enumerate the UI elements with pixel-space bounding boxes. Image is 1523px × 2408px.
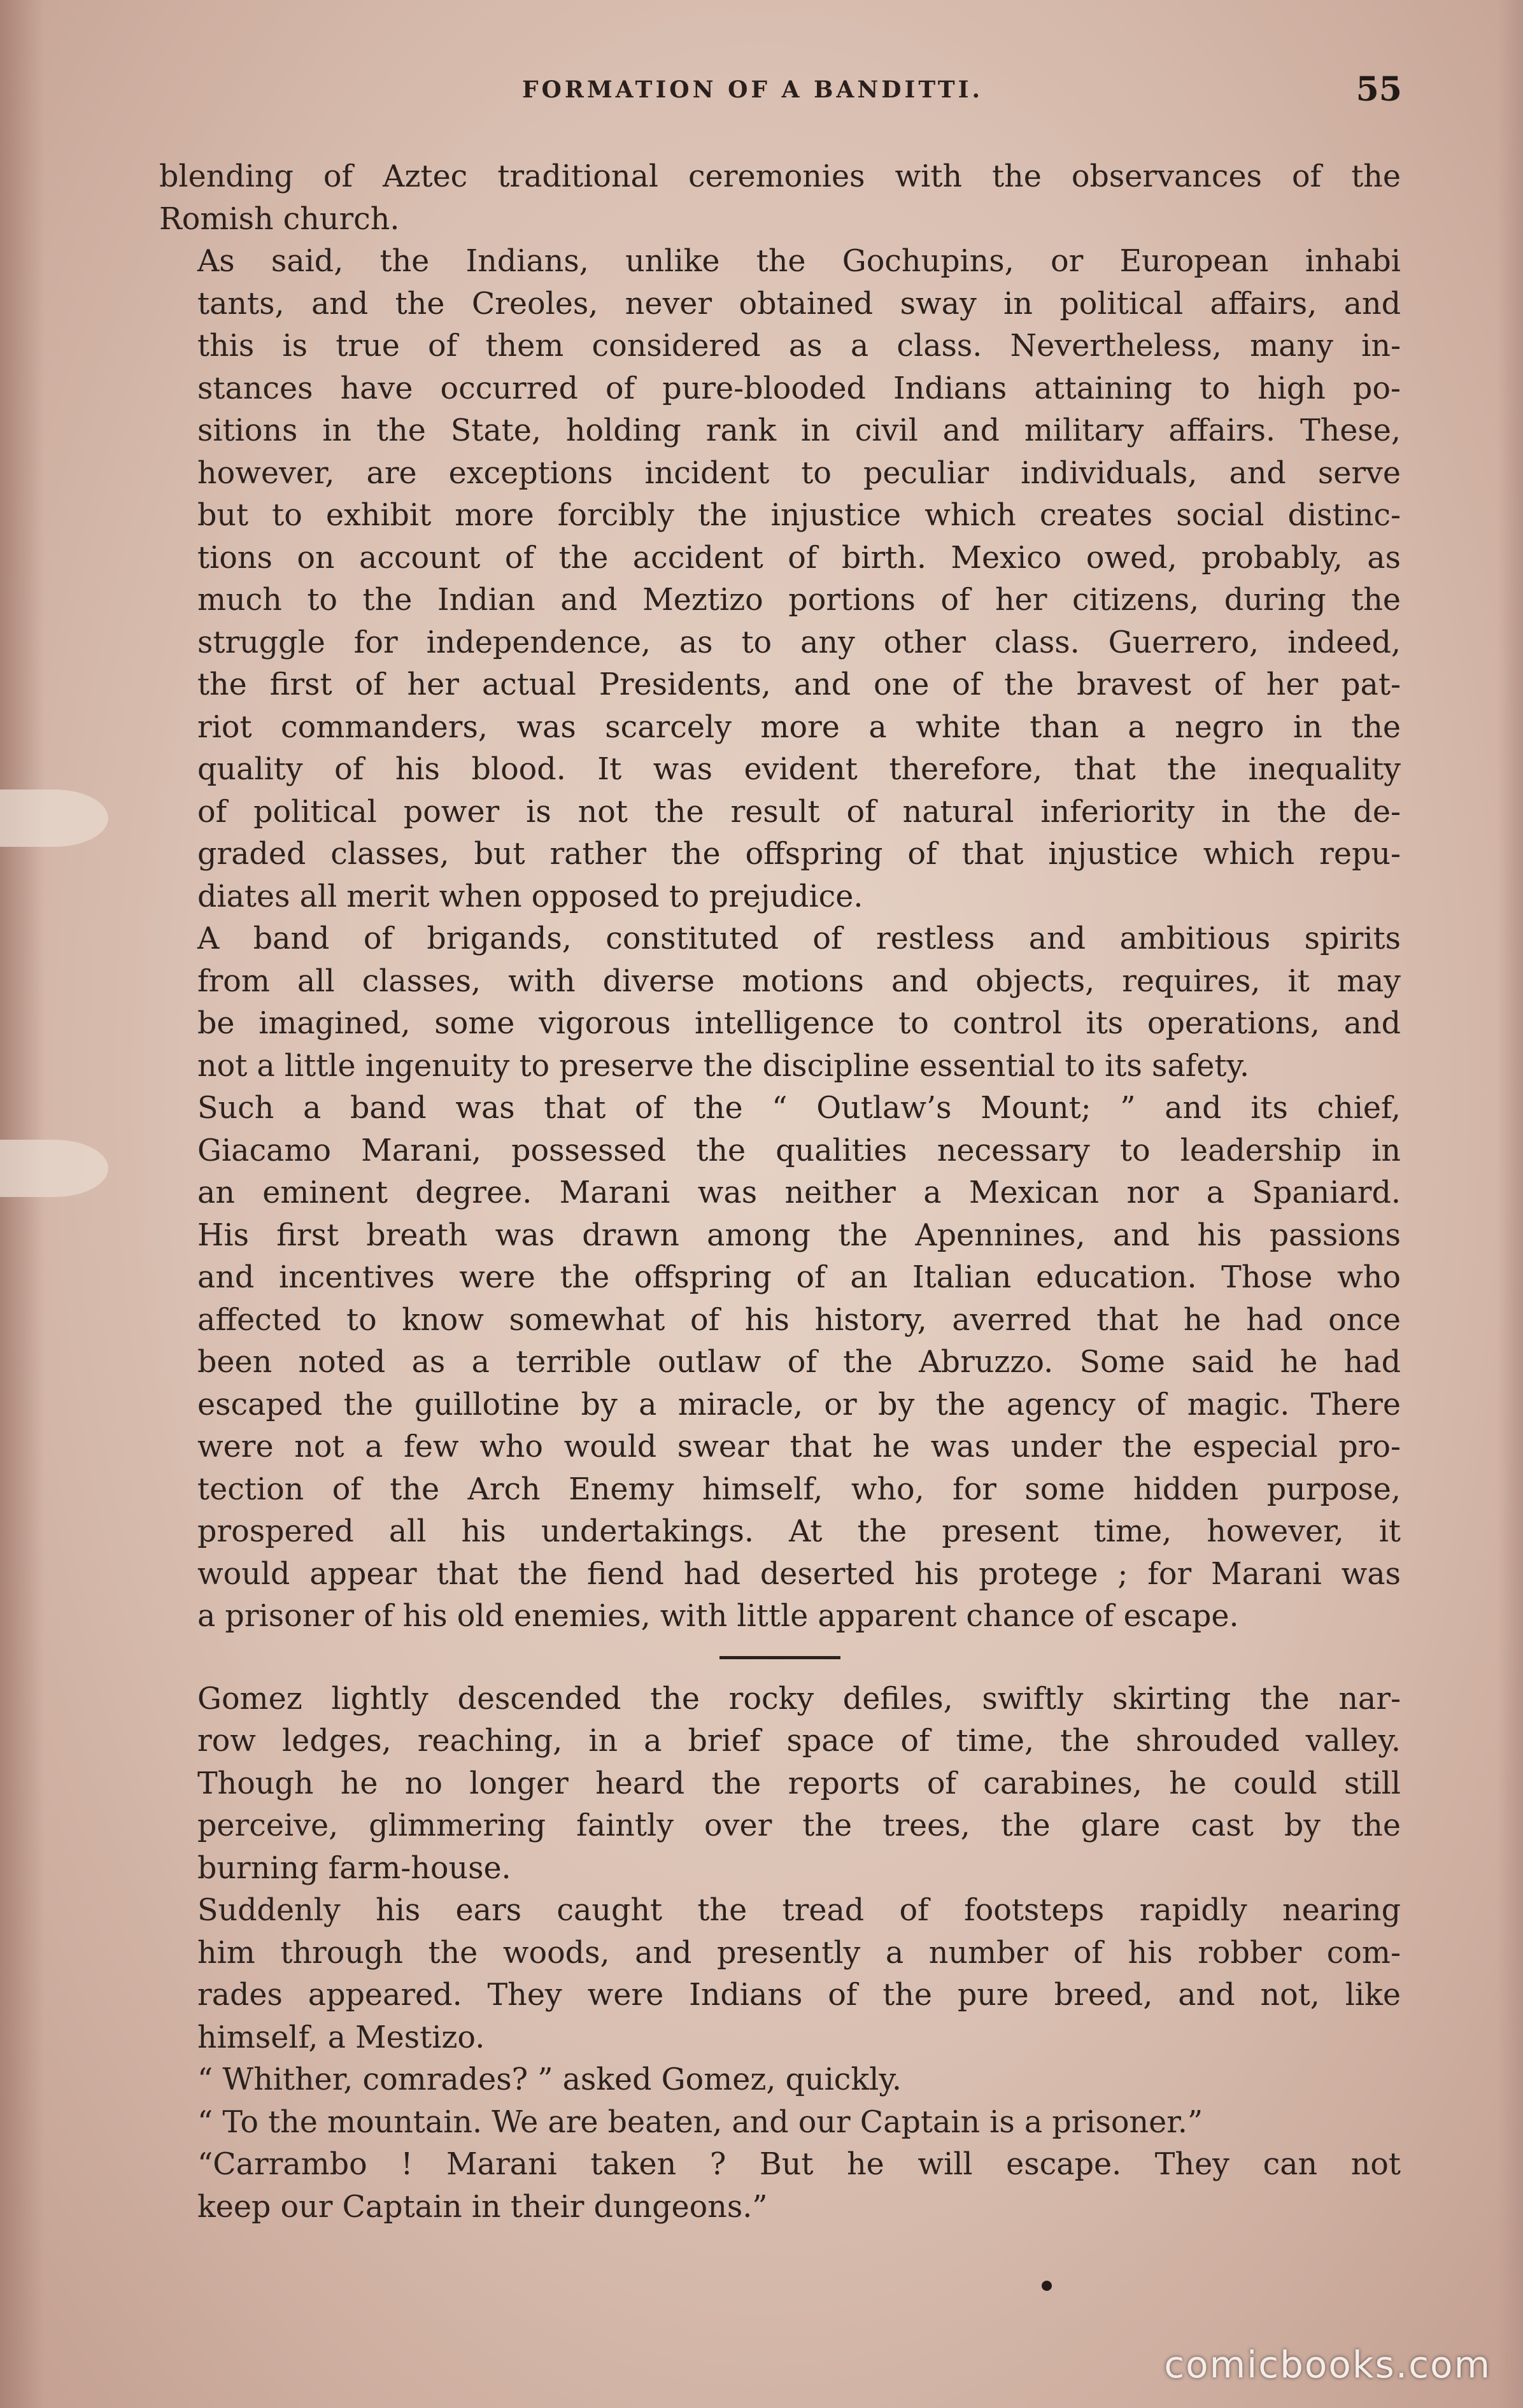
text-line: His first breath was drawn among the Apennines, and his passions [197,1217,1401,1253]
text-line: rades appeared. They were Indians of the pure breed, and not, like [197,1978,1401,2013]
text-line: riot commanders, was scarcely more a white than a negro in the [197,709,1401,745]
text-line: keep our Captain in their dungeons.” [197,2189,768,2225]
text-line: row ledges, reaching, in a brief space of time, the shrouded valley. [197,1724,1401,1759]
text-line: be imagined, some vigorous intelligence to control its operations, and [197,1006,1401,1041]
text-line: tions on account of the accident of birth. Mexico owed, probably, as [197,540,1401,576]
text-line: affected to know somewhat of his history, averred that he had once [197,1302,1401,1338]
text-line: but to exhibit more forcibly the injustice which creates social distinc- [197,498,1401,533]
section-divider-rule [719,1656,840,1659]
text-line: As said, the Indians, unlike the Gochupins, or European inhabi [197,244,1401,279]
text-line: Such a band was that of the “ Outlaw’s Mount; ” and its chief, [197,1091,1401,1126]
text-line: blending of Aztec traditional ceremonies with the observances of the [159,159,1401,194]
text-line: however, are exceptions incident to peculiar individuals, and serve [197,455,1401,491]
text-line: tants, and the Creoles, never obtained sway in political affairs, and [197,286,1401,322]
text-section-after-rule [159,1678,1401,2229]
text-line: much to the Indian and Meztizo portions of her citizens, during the [197,583,1401,618]
text-section-before-rule [159,156,1401,1638]
text-line: “ To the mountain. We are beaten, and our Captain is a prisoner.” [197,2104,1203,2140]
paragraph [159,2144,1401,2228]
running-head: FORMATION OF A BANDITTI. [522,76,983,103]
text-line: him through the woods, and presently a number of his robber com- [197,1935,1401,1971]
site-watermark: comicbooks.com [1164,2343,1491,2386]
text-line: “ Whither, comrades? ” asked Gomez, quickly. [197,2062,902,2097]
text-line: diates all merit when opposed to prejudice. [197,879,863,914]
text-line: escaped the guillotine by a miracle, or by the agency of magic. There [197,1387,1401,1422]
paragraph [159,918,1401,1087]
text-line: an eminent degree. Marani was neither a Mexican nor a Spaniard. [197,1175,1401,1210]
printer-mark [1042,2281,1052,2291]
text-line: were not a few who would swear that he was under the especial pro- [197,1429,1401,1464]
text-line: a prisoner of his old enemies, with little apparent chance of escape. [197,1599,1239,1634]
text-line: A band of brigands, constituted of restless and ambitious spirits [197,921,1401,956]
paragraph [159,156,1401,241]
text-line: Though he no longer heard the reports of carabines, he could still [197,1766,1401,1801]
binding-gutter [0,0,45,2408]
page-tear [0,1140,108,1197]
paragraph [159,2102,1401,2144]
text-line: would appear that the fiend had deserted his protege ; for Marani was [197,1556,1401,1592]
text-line: and incentives were the offspring of an Italian education. Those who [197,1260,1401,1295]
text-line: prospered all his undertakings. At the present time, however, it [197,1514,1401,1549]
paragraph [159,241,1401,918]
paragraph [159,2059,1401,2102]
text-line: been noted as a terrible outlaw of the Abruzzo. Some said he had [197,1345,1401,1380]
text-line: stances have occurred of pure-blooded Indians attaining to high po- [197,371,1401,406]
text-line: Giacamo Marani, possessed the qualities necessary to leadership in [197,1133,1401,1168]
page-number: 55 [1356,70,1402,109]
text-line: sitions in the State, holding rank in civil and military affairs. These, [197,413,1401,448]
paragraph [159,1087,1401,1638]
page-header [159,70,1402,121]
text-line: graded classes, but rather the offspring of that injustice which repu- [197,837,1401,872]
page-tear [0,790,108,847]
text-line: from all classes, with diverse motions and objects, requires, it may [197,963,1401,999]
paragraph [159,1890,1401,2059]
text-line: perceive, glimmering faintly over the trees, the glare cast by the [197,1808,1401,1843]
text-line: not a little ingenuity to preserve the discipline essential to its safety. [197,1048,1250,1084]
text-line: himself, a Mestizo. [197,2020,485,2055]
text-line: “Carrambo ! Marani taken ? But he will escape. They can not [197,2147,1401,2182]
text-line: Gomez lightly descended the rocky defiles, swiftly skirting the nar- [197,1681,1401,1717]
text-line: burning farm-house. [197,1850,511,1886]
body-text [159,156,1401,2228]
text-line: tection of the Arch Enemy himself, who, for some hidden purpose, [197,1471,1401,1507]
text-line: the first of her actual Presidents, and one of the bravest of her pat- [197,667,1401,702]
paragraph [159,1678,1401,1890]
page-edge-shadow [1498,0,1523,2408]
text-line: quality of his blood. It was evident therefore, that the inequality [197,752,1401,787]
text-line: of political power is not the result of natural inferiority in the de- [197,794,1401,830]
text-line: struggle for independence, as to any other class. Guerrero, indeed, [197,625,1401,660]
text-line: this is true of them considered as a class. Nevertheless, many in- [197,329,1401,364]
text-line: Suddenly his ears caught the tread of footsteps rapidly nearing [197,1893,1401,1928]
text-line: Romish church. [159,201,400,237]
